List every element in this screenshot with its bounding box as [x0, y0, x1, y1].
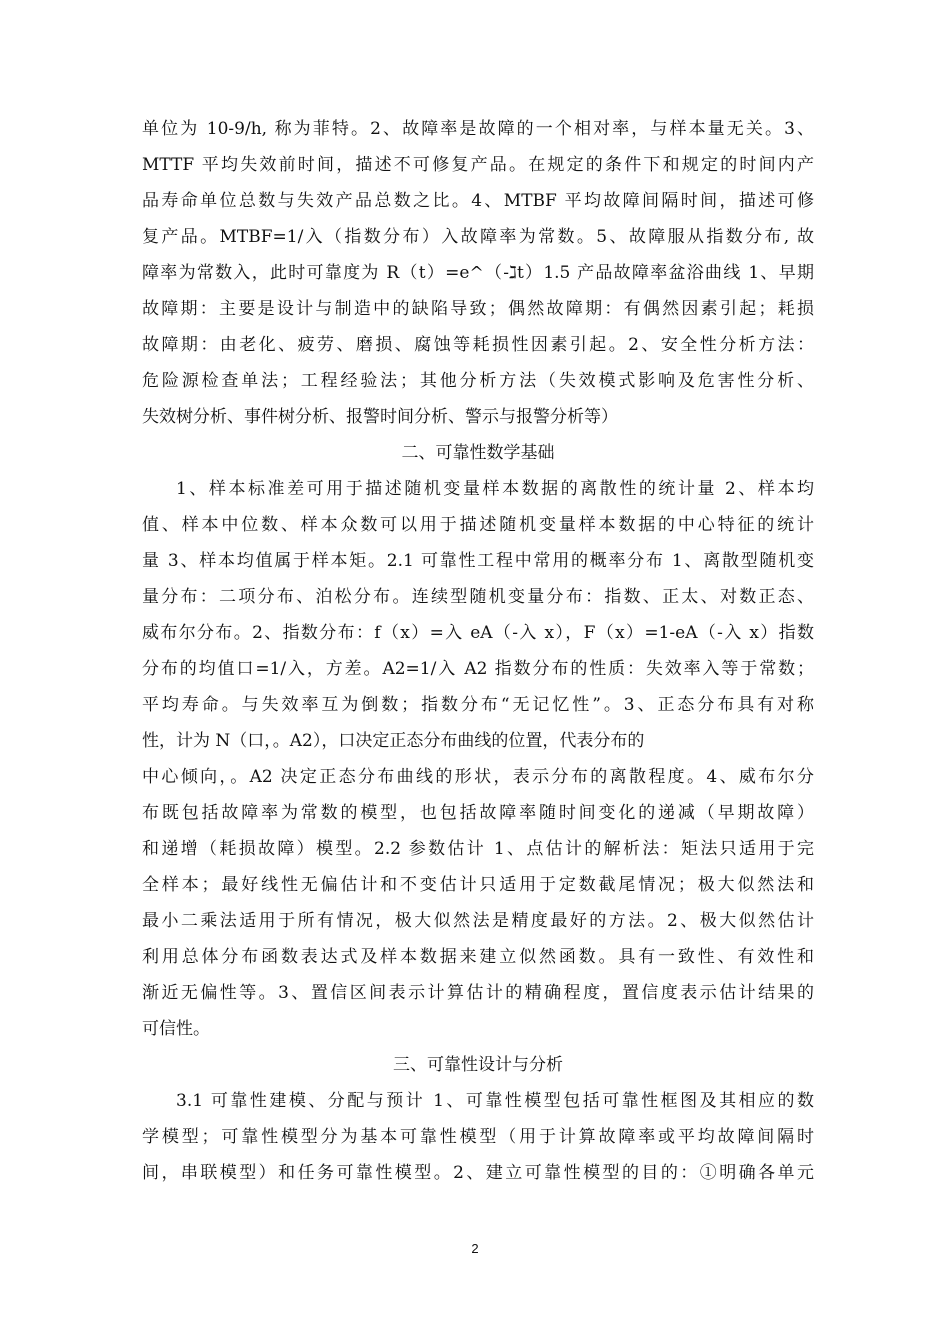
paragraph-line: 3.1 可靠性建模、分配与预计 1、可靠性模型包括可靠性框图及其相应的数: [176, 1091, 814, 1111]
paragraph-line: MTTF 平均失效前时间，描述不可修复产品。在规定的条件下和规定的时间内产: [142, 155, 814, 175]
paragraph-line: 复产品。MTBF=1/入（指数分布）入故障率为常数。5、故障服从指数分布, 故: [142, 227, 814, 247]
section-heading: 二、可靠性数学基础: [401, 443, 555, 463]
paragraph-line: 性，计为 N（口，。A2），口决定正态分布曲线的位置，代表分布的: [142, 731, 645, 751]
paragraph-line: 最小二乘法适用于所有情况，极大似然法是精度最好的方法。2、极大似然估计: [142, 911, 814, 931]
paragraph-line: 失效树分析、事件树分析、报警时间分析、警示与报警分析等）: [142, 407, 618, 427]
paragraph-line: 1、样本标准差可用于描述随机变量样本数据的离散性的统计量 2、样本均: [176, 479, 814, 499]
page-number: 2: [471, 1241, 479, 1256]
paragraph-line: 值、样本中位数、样本众数可以用于描述随机变量样本数据的中心特征的统计: [142, 515, 814, 535]
paragraph-line: 量 3、样本均值属于样本矩。2.1 可靠性工程中常用的概率分布 1、离散型随机变: [142, 551, 814, 571]
paragraph-line: 可信性。: [142, 1019, 210, 1039]
paragraph-line: 平均寿命。与失效率互为倒数；指数分布“无记忆性”。3、正态分布具有对称: [142, 695, 814, 715]
paragraph-line: 中心倾向，。A2 决定正态分布曲线的形状，表示分布的离散程度。4、威布尔分: [142, 767, 814, 787]
paragraph-line: 渐近无偏性等。3、置信区间表示计算估计的精确程度，置信度表示估计结果的: [142, 983, 814, 1003]
paragraph-line: 危险源检查单法；工程经验法；其他分析方法（失效模式影响及危害性分析、: [142, 371, 814, 391]
paragraph-line: 障率为常数入，此时可靠度为 R（t）=e^（-ℷt）1.5 产品故障率盆浴曲线 1、早期: [142, 263, 814, 283]
paragraph-line: 故障期：主要是设计与制造中的缺陷导致；偶然故障期：有偶然因素引起；耗损: [142, 299, 814, 319]
paragraph-line: 利用总体分布函数表达式及样本数据来建立似然函数。具有一致性、有效性和: [142, 947, 814, 967]
paragraph-line: 布既包括故障率为常数的模型，也包括故障率随时间变化的递减（早期故障）: [142, 803, 814, 823]
paragraph-line: 间，串联模型）和任务可靠性模型。2、建立可靠性模型的目的：①明确各单元: [142, 1163, 814, 1183]
page-body: [142, 111, 814, 1191]
paragraph-line: 故障期：由老化、疲劳、磨损、腐蚀等耗损性因素引起。2、安全性分析方法：: [142, 335, 814, 355]
paragraph-line: 和递增（耗损故障）模型。2.2 参数估计 1、点估计的解析法：矩法只适用于完: [142, 839, 814, 859]
paragraph-line: 品寿命单位总数与失效产品总数之比。4、MTBF 平均故障间隔时间，描述可修: [142, 191, 814, 211]
paragraph-line: 学模型；可靠性模型分为基本可靠性模型（用于计算故障率或平均故障间隔时: [142, 1127, 814, 1147]
paragraph-line: 单位为 10-9/h, 称为菲特。2、故障率是故障的一个相对率，与样本量无关。3、: [142, 119, 814, 139]
paragraph-line: 量分布：二项分布、泊松分布。连续型随机变量分布：指数、正太、对数正态、: [142, 587, 814, 607]
paragraph-line: 威布尔分布。2、指数分布：f（x）=入 eA（-入 x），F（x）=1-eA（-入 x）指数: [142, 623, 814, 643]
section-heading: 三、可靠性设计与分析: [393, 1055, 563, 1075]
paragraph-line: 分布的均值口=1/入，方差。A2=1/入 A2 指数分布的性质：失效率入等于常数；: [142, 659, 814, 679]
paragraph-line: 全样本；最好线性无偏估计和不变估计只适用于定数截尾情况；极大似然法和: [142, 875, 814, 895]
